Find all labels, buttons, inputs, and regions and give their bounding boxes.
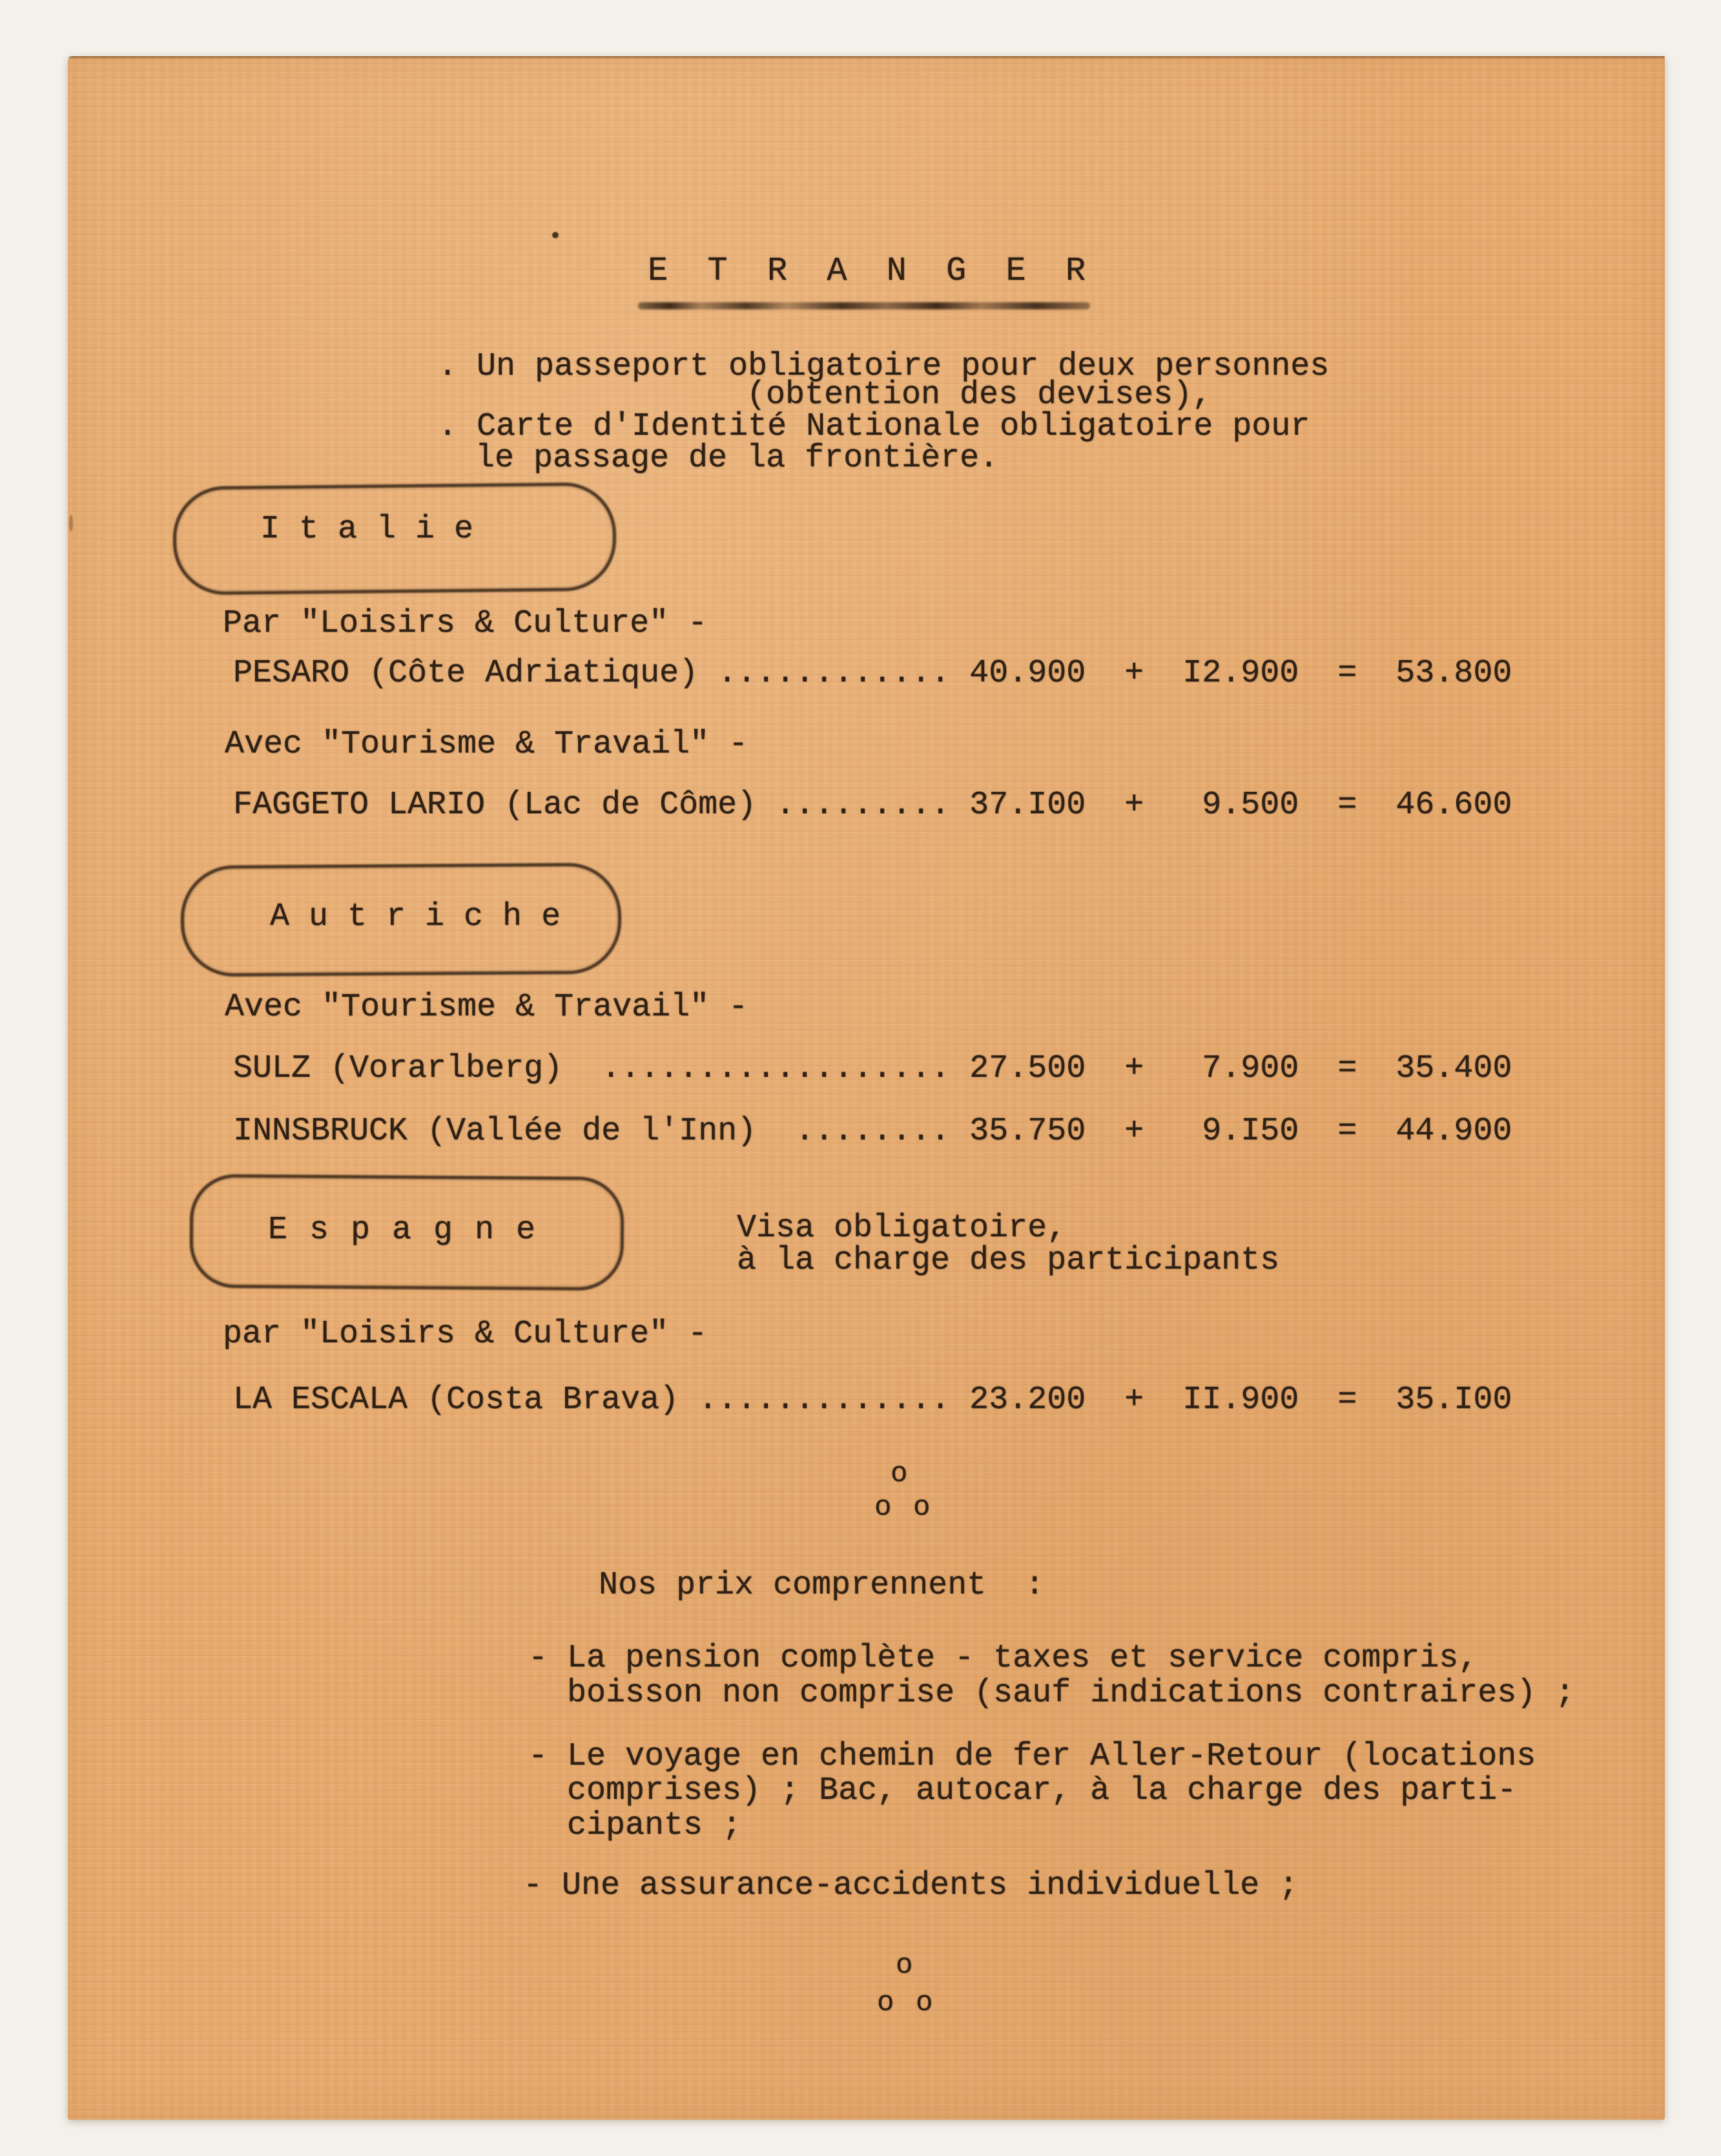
condition-item-2-line-2: comprises) ; Bac, autocar, à la charge des parti-: [567, 1772, 1517, 1809]
price-row-pesaro: PESARO (Côte Adriatique) ............ 40.900 + I2.900 = 53.800: [233, 655, 1512, 692]
note-passport-line-1: . Un passeport obligatoire pour deux personnes: [438, 348, 1330, 385]
condition-item-1-line-2: boisson non comprise (sauf indications contraires) ;: [567, 1675, 1575, 1712]
condition-item-1-line-1: - La pension complète - taxes et service compris,: [528, 1640, 1478, 1677]
conditions-heading: Nos prix comprennent :: [599, 1567, 1045, 1604]
note-passport-line-2: (obtention des devises),: [747, 377, 1212, 413]
agency-line-italie-1: Par "Loisirs & Culture" -: [223, 605, 708, 642]
country-label-italie: I t a l i e: [260, 511, 474, 548]
country-label-espagne: E s p a g n e: [268, 1212, 537, 1249]
agency-line-espagne: par "Loisirs & Culture" -: [223, 1316, 708, 1353]
condition-item-2-line-3: cipants ;: [567, 1807, 742, 1844]
ornament-circle-top: o: [891, 1458, 908, 1490]
ink-speck: [552, 232, 559, 238]
condition-item-2-line-1: - Le voyage en chemin de fer Aller-Retour (locations: [528, 1738, 1536, 1775]
note-id-card-line-1: . Carte d'Identité Nationale obligatoire pour: [438, 408, 1310, 445]
agency-line-autriche: Avec "Tourisme & Travail" -: [225, 989, 748, 1026]
title-underline: [638, 302, 1090, 309]
note-id-card-line-2: le passage de la frontière.: [475, 440, 999, 477]
ornament-circle-bottom-right: o: [913, 1491, 931, 1524]
ornament-circle-bottom-left-2: o: [877, 1987, 894, 2019]
ornament-circle-bottom-left: o: [874, 1491, 892, 1524]
agency-line-italie-2: Avec "Tourisme & Travail" -: [225, 726, 748, 763]
price-row-faggeto-lario: FAGGETO LARIO (Lac de Côme) ......... 37.I00 + 9.500 = 46.600: [233, 787, 1512, 824]
price-row-la-escala: LA ESCALA (Costa Brava) ............. 23.200 + II.900 = 35.I00: [233, 1382, 1512, 1418]
visa-note-line-1: Visa obligatoire,: [737, 1210, 1067, 1247]
price-row-innsbruck: INNSBRUCK (Vallée de l'Inn) ........ 35.750 + 9.I50 = 44.900: [233, 1113, 1512, 1150]
country-label-autriche: A u t r i c h e: [270, 898, 561, 935]
ornament-circle-bottom-right-2: o: [916, 1987, 933, 2019]
page-title: E T R A N G E R: [648, 252, 1096, 290]
price-row-sulz: SULZ (Vorarlberg) .................. 27.500 + 7.900 = 35.400: [233, 1050, 1512, 1087]
paper-edge-nick: [69, 515, 73, 532]
ornament-circle-top-2: o: [896, 1949, 913, 1982]
visa-note-line-2: à la charge des participants: [737, 1242, 1280, 1279]
condition-item-3-line-1: - Une assurance-accidents individuelle ;: [523, 1867, 1299, 1904]
document-page: [68, 56, 1665, 2120]
